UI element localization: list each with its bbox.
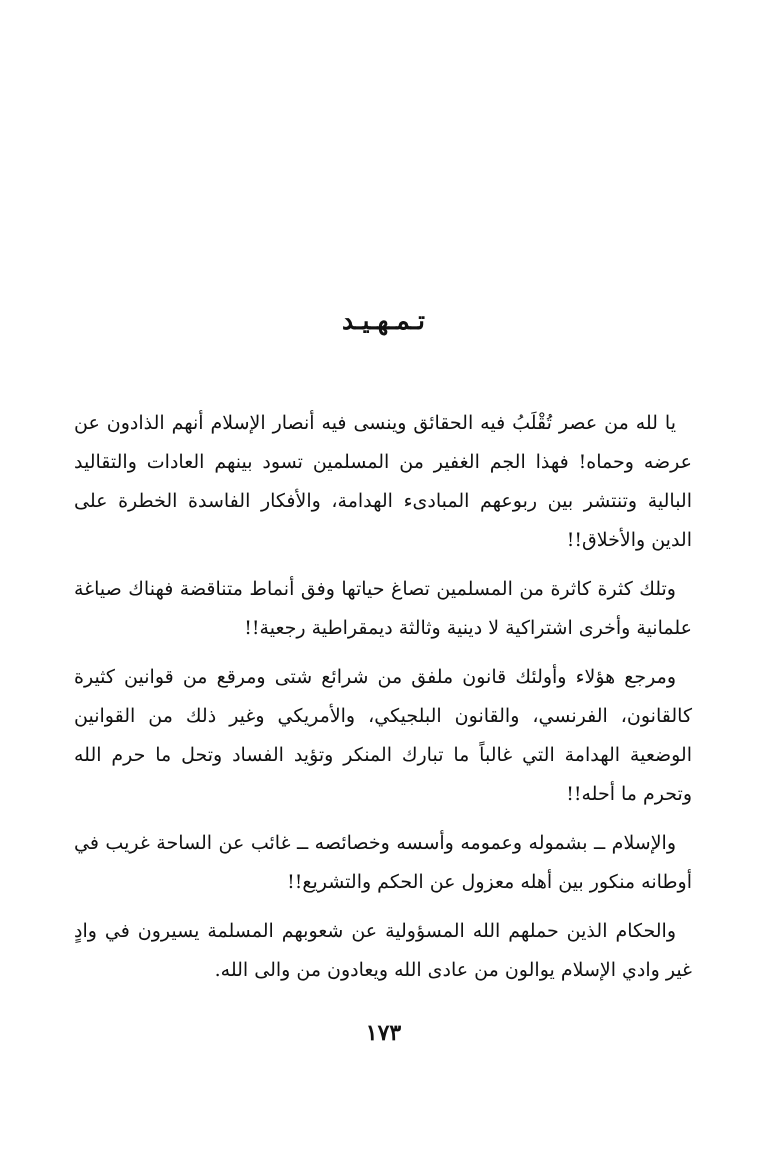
body-text: [74, 404, 692, 1000]
paragraph: والإسلام ــ بشموله وعمومه وأسسه وخصائصه ــ غائب عن الساحة غريب في أوطانه منكور بين أهله معزول عن الحكم والتشريع!!: [74, 832, 692, 893]
paragraph: يا لله من عصر تُقْلَبُ فيه الحقائق وينسى فيه أنصار الإسلام أنهم الذادون عن عرضه وحماه! فهذا الجم الغفير من المسلمين تسود بينهم العادات والتقاليد البالية وتنتشر بين ربوعهم المبادىء الهدامة، والأفكار الفاسدة الخطرة على الدين والأخلاق!!: [74, 412, 692, 551]
page-number: ١٧٣: [365, 1020, 402, 1046]
section-heading: تـمـهـيـد: [342, 306, 425, 335]
paragraph: وتلك كثرة كاثرة من المسلمين تصاغ حياتها وفق أنماط متناقضة فهناك صياغة علمانية وأخرى اشتراكية لا دينية وثالثة ديمقراطية رجعية!!: [74, 578, 692, 639]
paragraph: ومرجع هؤلاء وأولئك قانون ملفق من شرائع شتى ومرقع من قوانين كثيرة كالقانون، الفرنسي، والقانون البلجيكي، والأمريكي وغير ذلك من القوانين الوضعية الهدامة التي غالباً ما تبارك المنكر وتؤيد الفساد وتحل ما حرم الله وتحرم ما أحله!!: [74, 666, 692, 805]
paragraph: والحكام الذين حملهم الله المسؤولية عن شعوبهم المسلمة يسيرون في وادٍ غير وادي الإسلام يوالون من عادى الله ويعادون من والى الله.: [74, 920, 692, 981]
